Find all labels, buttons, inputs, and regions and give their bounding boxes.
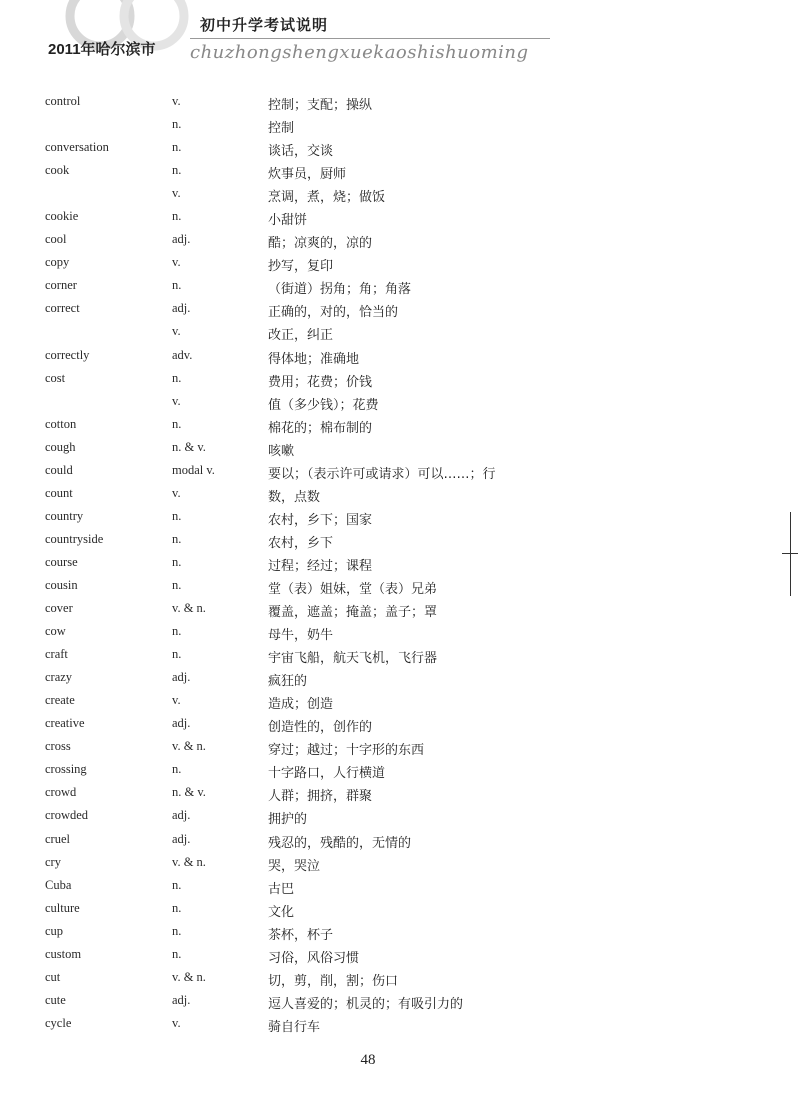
entry-pos: modal v. <box>172 462 215 477</box>
list-item <box>0 507 798 530</box>
list-item <box>0 622 798 645</box>
entry-pos: n. <box>172 877 182 892</box>
list-item <box>0 346 798 369</box>
entry-meaning: 农村，乡下 <box>268 535 334 551</box>
entry-word: cover <box>45 601 73 616</box>
entry-pos: adj. <box>172 992 191 1007</box>
list-item <box>0 760 798 783</box>
entry-pos: adj. <box>172 716 191 731</box>
entry-meaning: 十字路口，人行横道 <box>268 766 386 782</box>
header-title: 初中升学考试说明 <box>200 16 329 34</box>
entry-word: cross <box>45 739 71 754</box>
entry-pos: adv. <box>172 347 193 362</box>
entry-word: cough <box>45 439 76 454</box>
list-item <box>0 230 798 253</box>
entry-meaning: 人群；拥挤，群聚 <box>268 789 373 805</box>
entry-meaning: 棉花的；棉布制的 <box>268 420 373 436</box>
entry-pos: n. <box>172 577 182 592</box>
entry-pos: n. <box>172 140 182 155</box>
entry-word: cookie <box>45 209 79 224</box>
entry-pos: v. <box>172 693 181 708</box>
entry-word: course <box>45 554 78 569</box>
entry-meaning: 逗人喜爱的；机灵的；有吸引力的 <box>268 996 464 1012</box>
entry-pos: v. <box>172 255 181 270</box>
entry-meaning: 炊事员，厨师 <box>268 167 347 183</box>
entry-word: crowd <box>45 785 77 800</box>
entry-meaning: 小甜饼 <box>268 213 308 229</box>
entry-pos: n. <box>172 923 182 938</box>
list-item <box>0 991 798 1014</box>
entry-meaning: 习俗，风俗习惯 <box>268 950 360 966</box>
entry-word: could <box>45 462 73 477</box>
crop-mark-vertical <box>790 512 791 596</box>
entry-word: Cuba <box>45 877 72 892</box>
entry-word: cruel <box>45 831 70 846</box>
list-item <box>0 714 798 737</box>
entry-meaning: 文化 <box>268 904 295 920</box>
header-pinyin: chuzhongshengxuekaoshishuoming <box>190 42 529 63</box>
entry-pos: n. <box>172 117 182 132</box>
entry-pos: n. <box>172 416 182 431</box>
entry-word: cycle <box>45 1015 72 1030</box>
entry-meaning: 残忍的，残酷的，无情的 <box>268 835 412 851</box>
entry-pos: adj. <box>172 670 191 685</box>
entry-meaning: 谈话，交谈 <box>268 144 334 160</box>
entry-pos: adj. <box>172 301 191 316</box>
list-item <box>0 369 798 392</box>
entry-word: craft <box>45 647 68 662</box>
entry-pos: v. & n. <box>172 739 206 754</box>
entry-word: cost <box>45 370 66 385</box>
entry-pos: n. <box>172 278 182 293</box>
entry-pos: n. <box>172 762 182 777</box>
entry-pos: n. <box>172 163 182 178</box>
entry-word: cup <box>45 923 64 938</box>
entry-meaning: （街道）拐角；角；角落 <box>268 282 412 298</box>
list-item <box>0 392 798 415</box>
entry-pos: n. <box>172 554 182 569</box>
list-item <box>0 438 798 461</box>
list-item <box>0 853 798 876</box>
entry-word: cute <box>45 992 66 1007</box>
header-rule <box>190 38 550 39</box>
list-item <box>0 876 798 899</box>
entry-meaning: 控制 <box>268 121 295 137</box>
entry-pos: adj. <box>172 232 191 247</box>
list-item <box>0 576 798 599</box>
list-item <box>0 484 798 507</box>
entry-meaning: 农村，乡下；国家 <box>268 512 373 528</box>
entry-pos: v. <box>172 1015 181 1030</box>
list-item <box>0 138 798 161</box>
entry-pos: v. <box>172 324 181 339</box>
entry-word: create <box>45 693 75 708</box>
entry-meaning: 古巴 <box>268 881 295 897</box>
list-item <box>0 968 798 991</box>
entry-word: custom <box>45 946 82 961</box>
list-item <box>0 299 798 322</box>
list-item <box>0 922 798 945</box>
entry-pos: n. <box>172 900 182 915</box>
list-item <box>0 1014 798 1037</box>
entry-meaning: 费用；花费；价钱 <box>268 374 373 390</box>
list-item <box>0 783 798 806</box>
entry-meaning: 造成；创造 <box>268 697 334 713</box>
entry-meaning: 哭，哭泣 <box>268 858 321 874</box>
entry-meaning: 改正，纠正 <box>268 328 334 344</box>
entry-meaning: 过程；经过；课程 <box>268 558 373 574</box>
entry-pos: v. & n. <box>172 854 206 869</box>
entry-word: creative <box>45 716 85 731</box>
entry-meaning: 值（多少钱）；花费 <box>268 397 379 413</box>
list-item <box>0 806 798 829</box>
header-year: 2011年哈尔滨市 <box>48 41 156 58</box>
entry-word: correctly <box>45 347 90 362</box>
list-item <box>0 691 798 714</box>
entry-pos: n. <box>172 370 182 385</box>
entry-pos: v. <box>172 485 181 500</box>
entry-word: cow <box>45 624 66 639</box>
entry-pos: v. & n. <box>172 969 206 984</box>
entry-meaning: 覆盖，遮盖；掩盖；盖子；罩 <box>268 605 438 621</box>
list-item <box>0 461 798 484</box>
entry-meaning: 酷；凉爽的，凉的 <box>268 236 373 252</box>
entry-meaning: 数，点数 <box>268 489 321 505</box>
entry-pos: n. <box>172 647 182 662</box>
entry-word: count <box>45 485 73 500</box>
entry-pos: adj. <box>172 831 191 846</box>
entry-word: crowded <box>45 808 89 823</box>
entry-word: cut <box>45 969 61 984</box>
list-item <box>0 553 798 576</box>
entry-word: control <box>45 94 81 108</box>
entry-meaning: 拥护的 <box>268 812 308 828</box>
list-item <box>0 92 798 115</box>
entry-word: correct <box>45 301 80 316</box>
entry-word: corner <box>45 278 77 293</box>
entry-meaning: 创造性的，创作的 <box>268 720 373 736</box>
entry-meaning: 母牛，奶牛 <box>268 628 334 644</box>
list-item <box>0 530 798 553</box>
entry-word: cotton <box>45 416 77 431</box>
list-item <box>0 737 798 760</box>
list-item <box>0 322 798 345</box>
entry-word: culture <box>45 900 80 915</box>
entry-pos: n. <box>172 508 182 523</box>
entry-word: copy <box>45 255 70 270</box>
entry-word: conversation <box>45 140 109 155</box>
entry-meaning: 疯狂的 <box>268 674 308 690</box>
entry-meaning: 要以；（表示许可或请求）可以……；行 <box>268 466 496 482</box>
entry-word: cry <box>45 854 61 869</box>
list-item <box>0 645 798 668</box>
entry-pos: n. <box>172 531 182 546</box>
entry-meaning: 控制；支配；操纵 <box>268 98 373 113</box>
entry-pos: v. <box>172 94 181 108</box>
list-item <box>0 115 798 138</box>
entry-meaning: 正确的，对的，恰当的 <box>268 305 399 321</box>
entry-pos: n. & v. <box>172 785 206 800</box>
entry-pos: v. <box>172 393 181 408</box>
list-item <box>0 415 798 438</box>
entry-meaning: 抄写，复印 <box>268 259 334 275</box>
list-item <box>0 276 798 299</box>
entry-meaning: 茶杯，杯子 <box>268 927 334 943</box>
entry-word: countryside <box>45 531 104 546</box>
list-item <box>0 899 798 922</box>
entry-meaning: 穿过；越过；十字形的东西 <box>268 743 425 759</box>
entry-pos: n. <box>172 624 182 639</box>
entry-word: cool <box>45 232 67 247</box>
entry-pos: n. & v. <box>172 439 206 454</box>
entry-pos: v. & n. <box>172 601 206 616</box>
entry-pos: n. <box>172 946 182 961</box>
entry-word: crossing <box>45 762 87 777</box>
list-item <box>0 599 798 622</box>
entry-pos: v. <box>172 186 181 201</box>
entry-word: cook <box>45 163 70 178</box>
entry-meaning: 咳嗽 <box>268 443 295 459</box>
list-item <box>0 207 798 230</box>
list-item <box>0 253 798 276</box>
entry-meaning: 骑自行车 <box>268 1019 321 1035</box>
entry-meaning: 堂（表）姐妹，堂（表）兄弟 <box>268 581 438 597</box>
entry-pos: adj. <box>172 808 191 823</box>
crop-mark-horizontal <box>782 553 798 554</box>
entry-word: crazy <box>45 670 73 685</box>
vocabulary-list <box>0 92 798 1037</box>
entry-word: cousin <box>45 577 78 592</box>
list-item <box>0 830 798 853</box>
entry-pos: n. <box>172 209 182 224</box>
entry-word: country <box>45 508 84 523</box>
entry-meaning: 烹调，煮，烧；做饭 <box>268 190 386 206</box>
list-item <box>0 668 798 691</box>
list-item <box>0 161 798 184</box>
entry-meaning: 宇宙飞船，航天飞机，飞行器 <box>268 651 438 667</box>
page-number: 48 <box>360 1052 376 1068</box>
entry-meaning: 切，剪，削，割；伤口 <box>268 973 399 989</box>
list-item <box>0 184 798 207</box>
entry-meaning: 得体地；准确地 <box>268 351 360 367</box>
list-item <box>0 945 798 968</box>
